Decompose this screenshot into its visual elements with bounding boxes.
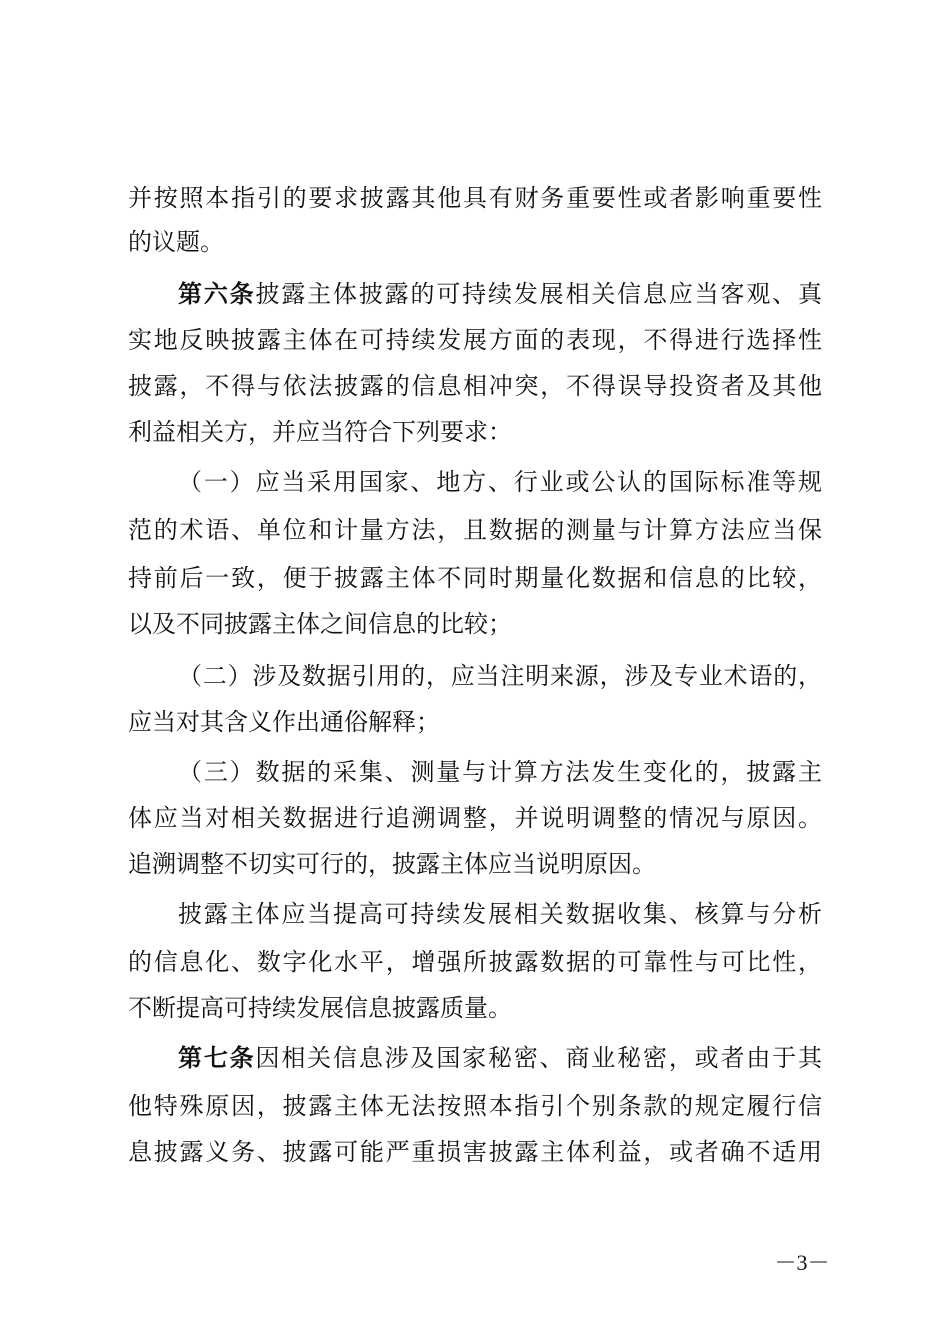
paragraph-first-line: 披露主体应当提高可持续发展相关数据收集、核算与分析 [178, 900, 822, 928]
article-seven-first-line [178, 1036, 822, 1080]
paragraph-line: 不断提高可持续发展信息披露质量。 [128, 994, 512, 1022]
list-item-first-line: （三）数据的采集、测量与计算方法发生变化的，披露主 [178, 758, 822, 786]
paragraph-line: 他特殊原因，披露主体无法按照本指引个别条款的规定履行信 [128, 1092, 822, 1120]
article-six-text: 披露主体披露的可持续发展相关信息应当客观、真 [255, 280, 822, 308]
article-six-first-line [178, 272, 822, 316]
paragraph-line: 的信息化、数字化水平，增强所披露数据的可靠性与可比性， [128, 948, 822, 976]
paragraph-line: 持前后一致，便于披露主体不同时期量化数据和信息的比较， [128, 564, 822, 592]
paragraph-line: 的议题。 [128, 228, 224, 256]
paragraph-line: 应当对其含义作出通俗解释； [128, 708, 440, 736]
article-seven-text: 因相关信息涉及国家秘密、商业秘密，或者由于其 [255, 1044, 822, 1072]
list-item-first-line: （二）涉及数据引用的，应当注明来源，涉及专业术语的， [178, 662, 822, 690]
page-number: －3－ [774, 1250, 830, 1275]
paragraph-line: 利益相关方，并应当符合下列要求： [128, 418, 512, 446]
paragraph-line: 披露，不得与依法披露的信息相冲突，不得误导投资者及其他 [128, 372, 822, 400]
paragraph-line: 追溯调整不切实可行的，披露主体应当说明原因。 [128, 850, 656, 878]
paragraph-line: 范的术语、单位和计量方法，且数据的测量与计算方法应当保 [128, 516, 822, 544]
paragraph-line: 体应当对相关数据进行追溯调整，并说明调整的情况与原因。 [128, 804, 822, 832]
paragraph-line: 实地反映披露主体在可持续发展方面的表现，不得进行选择性 [128, 326, 822, 354]
article-seven-title: 第七条 [178, 1044, 256, 1072]
article-six-title: 第六条 [178, 280, 256, 308]
paragraph-line: 以及不同披露主体之间信息的比较； [128, 610, 512, 638]
paragraph-line: 息披露义务、披露可能严重损害披露主体利益，或者确不适用 [128, 1138, 822, 1166]
list-item-first-line: （一）应当采用国家、地方、行业或公认的国际标准等规 [178, 468, 822, 496]
paragraph-line: 并按照本指引的要求披露其他具有财务重要性或者影响重要性 [128, 184, 822, 212]
